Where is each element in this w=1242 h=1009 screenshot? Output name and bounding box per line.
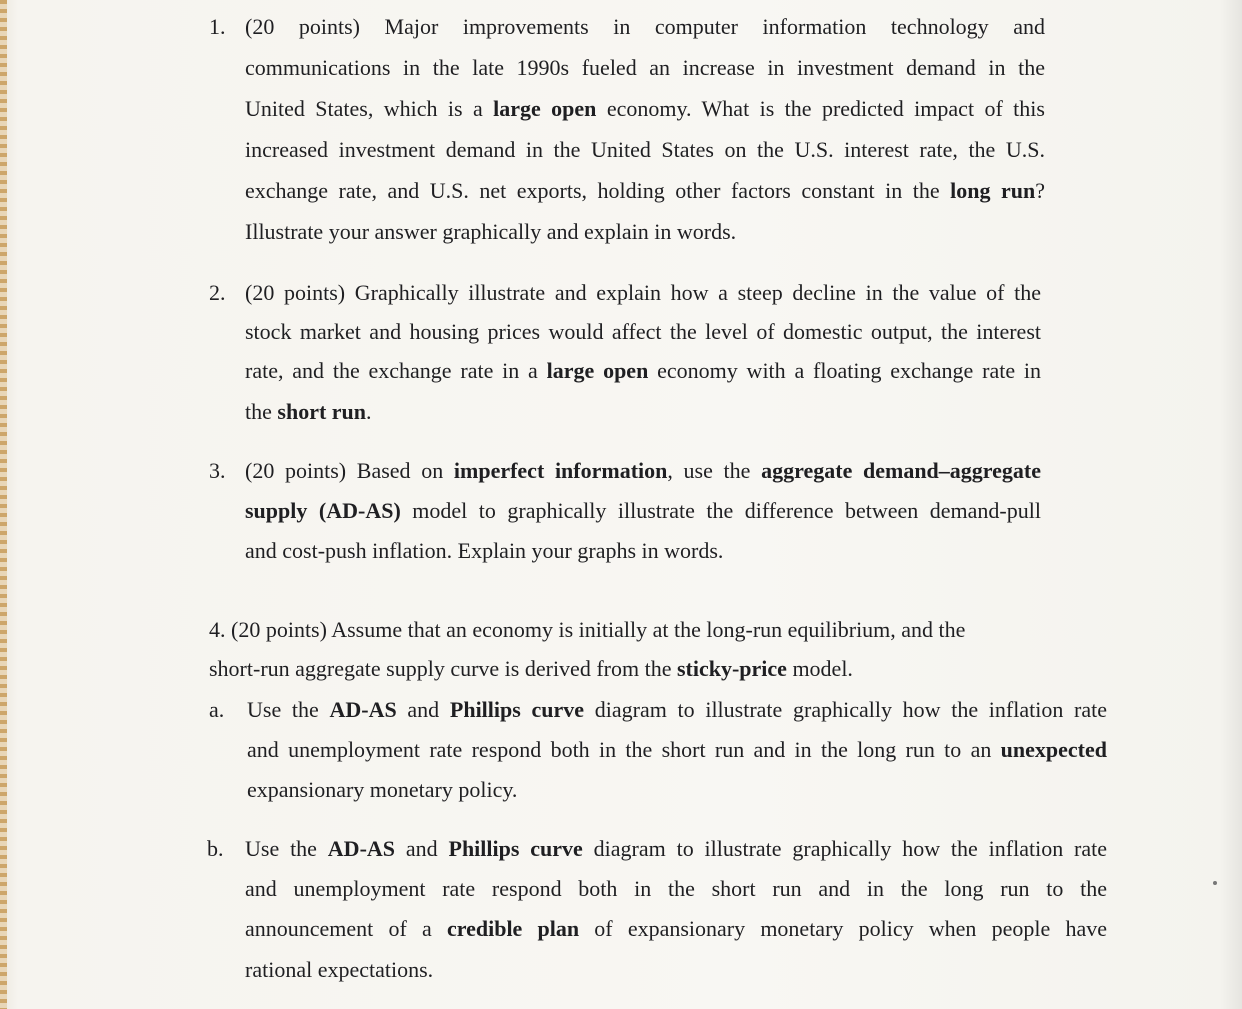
q3-line-1: (20 points) Based on imperfect information, use the aggregate demand–aggregate — [245, 458, 1042, 483]
q1-line-2: communications in the late 1990s fueled an increase in investment demand in the — [245, 55, 1045, 80]
qa-line-3: expansionary monetary policy. — [247, 777, 518, 802]
qb-line-3: announcement of a credible plan of expansionary monetary policy when people have — [245, 916, 1107, 941]
q4-line-1: 4. (20 points) Assume that an economy is initially at the long-run equilibrium, and the — [209, 617, 966, 642]
question-2-number: 2. — [209, 280, 226, 305]
qb-line-2: and unemployment rate respond both in the short run and in the long run to the — [245, 876, 1107, 901]
qb-line-1: Use the AD-AS and Phillips curve diagram to illustrate graphically how the inflation rate — [245, 836, 1108, 861]
binder-edge — [0, 0, 7, 1009]
q1-line-4: increased investment demand in the United States on the U.S. interest rate, the U.S. — [245, 137, 1045, 162]
speck-mark — [1213, 881, 1217, 885]
qa-line-1: Use the AD-AS and Phillips curve diagram to illustrate graphically how the inflation rate — [247, 697, 1108, 722]
qa-line-2: and unemployment rate respond both in the short run and in the long run to an unexpected — [247, 737, 1107, 762]
question-4-number: 4. — [209, 617, 226, 642]
qb-line-4: rational expectations. — [245, 957, 434, 982]
q3-line-2: supply (AD-AS) model to graphically illustrate the difference between demand-pull — [245, 498, 1041, 523]
q1-line-3: United States, which is a large open economy. What is the predicted impact of this — [245, 96, 1045, 121]
q2-line-3: rate, and the exchange rate in a large open economy with a floating exchange rate in — [245, 358, 1041, 383]
part-a-label: a. — [209, 697, 225, 722]
q1-line-6: Illustrate your answer graphically and explain in words. — [245, 219, 737, 244]
q4-line-2: short-run aggregate supply curve is derived from the sticky-price model. — [209, 656, 853, 681]
question-1-number: 1. — [209, 14, 226, 39]
q2-line-4: the short run. — [245, 399, 372, 424]
q2-line-2: stock market and housing prices would affect the level of domestic output, the interest — [245, 319, 1041, 344]
q3-line-3: and cost-push inflation. Explain your graphs in words. — [245, 538, 724, 563]
q2-line-1: (20 points) Graphically illustrate and explain how a steep decline in the value of the — [245, 280, 1041, 305]
page-shadow — [1220, 0, 1242, 1009]
part-b-label: b. — [207, 836, 224, 861]
question-3-number: 3. — [209, 458, 226, 483]
q1-line-5: exchange rate, and U.S. net exports, holding other factors constant in the long run? — [245, 178, 1045, 203]
q1-line-1: (20 points) Major improvements in computer information technology and — [245, 14, 1045, 39]
